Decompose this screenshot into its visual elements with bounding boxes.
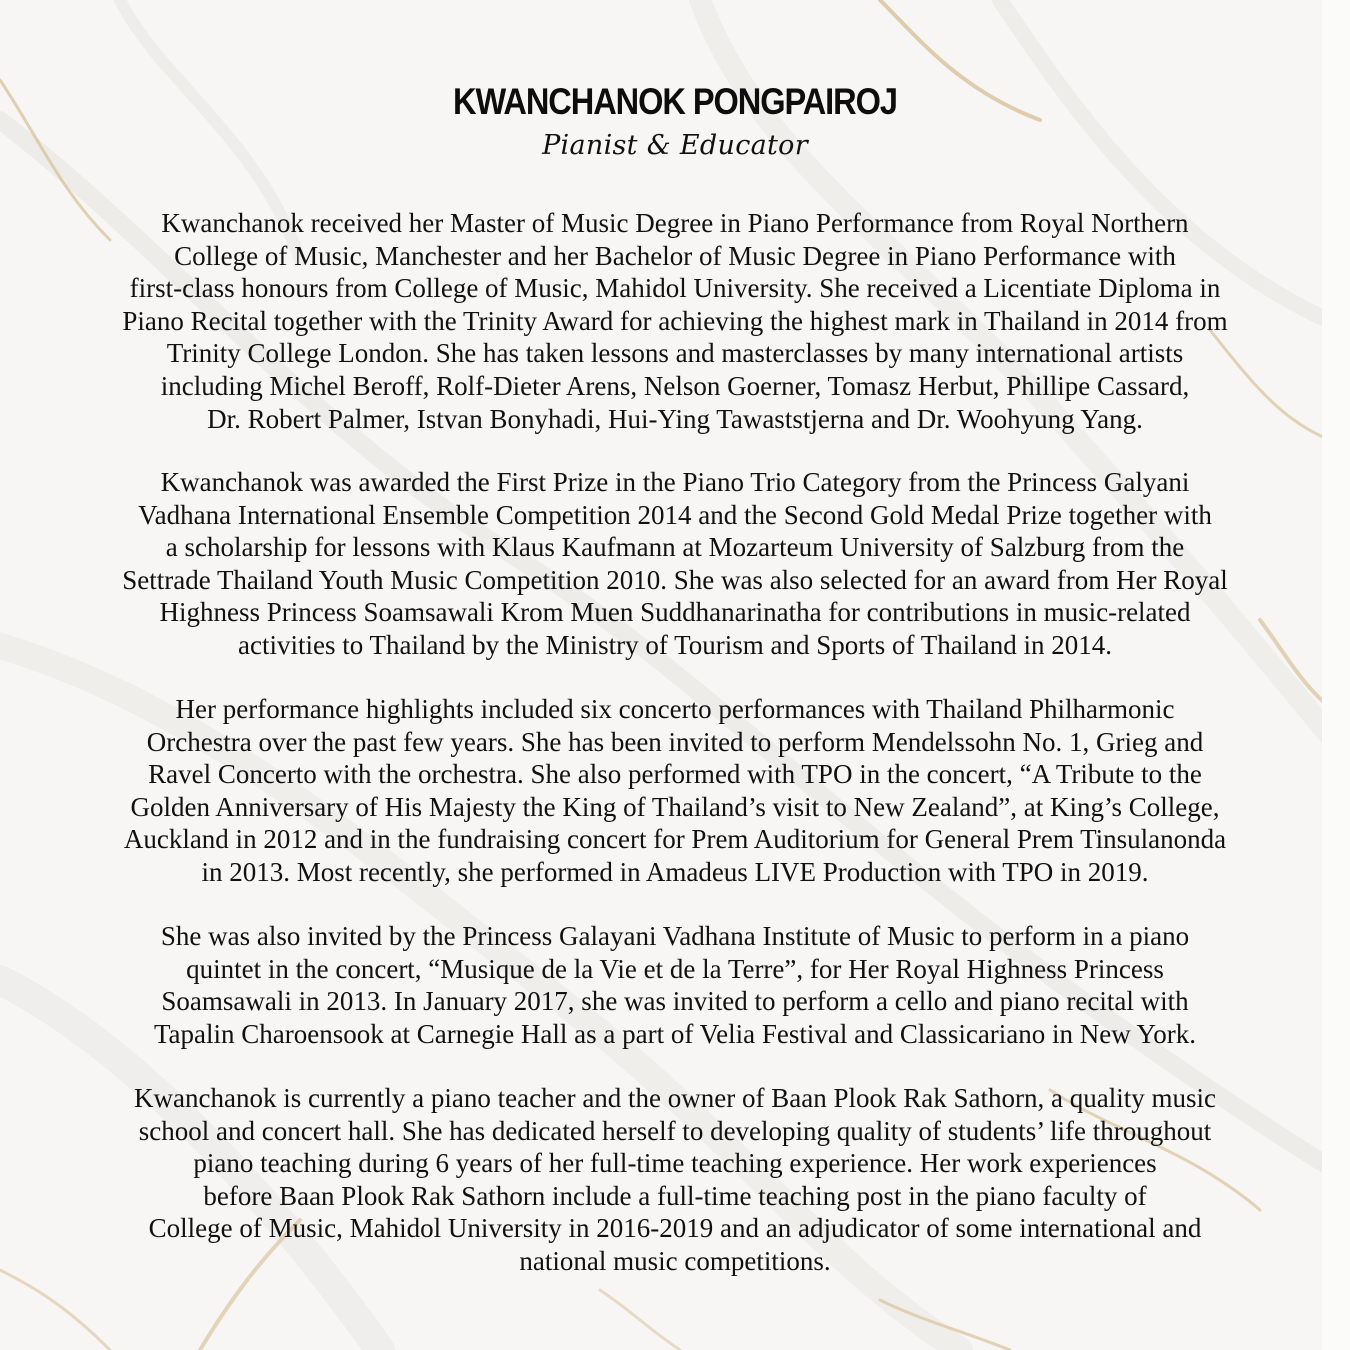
bio-line: in 2013. Most recently, she performed in Amadeus LIVE Production with TPO in 2019. — [201, 856, 1149, 887]
bio-paragraph-education — [40, 207, 1310, 435]
bio-line: Piano Recital together with the Trinity Award for achieving the highest mark in Thailand in 2014 from — [122, 305, 1228, 336]
bio-line: Kwanchanok is currently a piano teacher and the owner of Baan Plook Rak Sathorn, a quality music — [134, 1083, 1216, 1113]
bio-line: Golden Anniversary of His Majesty the King of Thailand’s visit to New Zealand”, at King’s College, — [130, 791, 1220, 822]
bio-line: Kwanchanok was awarded the First Prize in the Piano Trio Category from the Princess Galyani — [160, 467, 1190, 497]
bio-line: Settrade Thailand Youth Music Competition 2010. She was also selected for an award from Her Royal — [122, 564, 1228, 595]
bio-line: school and concert hall. She has dedicated herself to developing quality of students’ life throughout — [138, 1115, 1212, 1146]
artist-name: KWANCHANOK PONGPAIROJ — [453, 81, 897, 122]
bio-line: College of Music, Manchester and her Bachelor of Music Degree in Piano Performance with — [174, 240, 1176, 271]
bio-line: Soamsawali in 2013. In January 2017, she was invited to perform a cello and piano recital with — [161, 986, 1189, 1017]
bio-line: Orchestra over the past few years. She has been invited to perform Mendelssohn No. 1, Grieg and — [146, 726, 1204, 757]
bio-line: first-class honours from College of Music, Mahidol University. She received a Licentiate Diploma in — [129, 273, 1221, 304]
bio-line: piano teaching during 6 years of her full-time teaching experience. Her work experiences — [193, 1148, 1157, 1179]
bio-line: She was also invited by the Princess Galayani Vadhana Institute of Music to perform in a piano — [160, 921, 1190, 951]
bio-line: Ravel Concerto with the orchestra. She also performed with TPO in the concert, “A Tribute to the — [148, 759, 1202, 790]
bio-paragraph-invitations — [40, 920, 1310, 1050]
bio-line: Auckland in 2012 and in the fundraising concert for Prem Auditorium for General Prem Tinsulanonda — [123, 824, 1227, 855]
bio-line: Dr. Robert Palmer, Istvan Bonyhadi, Hui-Ying Tawaststjerna and Dr. Woohyung Yang. — [207, 403, 1143, 434]
bio-line: quintet in the concert, “Musique de la Vie et de la Terre”, for Her Royal Highness Princess — [186, 953, 1164, 984]
bio-paragraph-performances — [40, 693, 1310, 889]
bio-line: Trinity College London. She has taken lessons and masterclasses by many international artists — [166, 338, 1184, 369]
bio-line: national music competitions. — [519, 1245, 831, 1276]
bio-paragraph-teaching — [40, 1082, 1310, 1278]
bio-line: Vadhana International Ensemble Competition 2014 and the Second Gold Medal Prize together with — [138, 499, 1212, 530]
bio-line: College of Music, Mahidol University in 2016-2019 and an adjudicator of some international and — [148, 1213, 1202, 1244]
bio-line: Kwanchanok received her Master of Music Degree in Piano Performance from Royal Northern — [161, 208, 1189, 238]
bio-line: Tapalin Charoensook at Carnegie Hall as a part of Velia Festival and Classicariano in New York. — [153, 1018, 1197, 1049]
bio-line: before Baan Plook Rak Sathorn include a full-time teaching post in the piano faculty of — [203, 1180, 1147, 1211]
bio-line: including Michel Beroff, Rolf-Dieter Arens, Nelson Goerner, Tomasz Herbut, Phillipe Cassard, — [160, 370, 1190, 401]
bio-line: Her performance highlights included six concerto performances with Thailand Philharmonic — [175, 694, 1175, 724]
bio-line: Highness Princess Soamsawali Krom Muen Suddhanarinatha for contributions in music-related — [159, 597, 1191, 628]
artist-role: Pianist & Educator — [542, 130, 808, 161]
bio-line: activities to Thailand by the Ministry of Tourism and Sports of Thailand in 2014. — [237, 629, 1113, 660]
bio-line: a scholarship for lessons with Klaus Kaufmann at Mozarteum University of Salzburg from the — [165, 532, 1185, 563]
bio-paragraph-awards — [40, 466, 1310, 662]
